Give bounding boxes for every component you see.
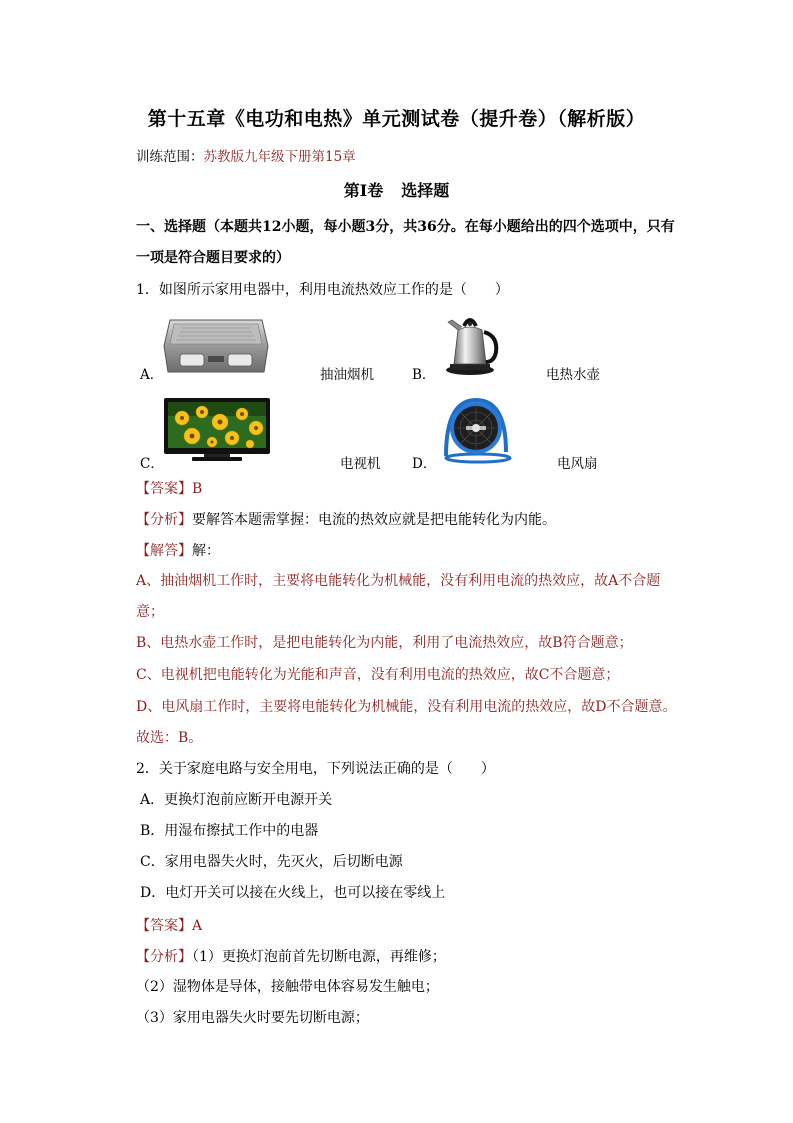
q1-solution-line-a: A、抽油烟机工作时，主要将电能转化为机械能，没有利用电流的热效应，故A不合题 xyxy=(136,573,661,589)
q1-option-c-caption: 电视机 xyxy=(340,456,381,472)
answer-tag: 【答案】 xyxy=(136,918,192,934)
analysis-tag: 【分析】 xyxy=(136,949,192,965)
q2-answer xyxy=(136,915,202,935)
q1-stem: 1．如图所示家用电器中，利用电流热效应工作的是（ ） xyxy=(136,282,509,298)
q2-option-d: D．电灯开关可以接在火线上，也可以接在零线上 xyxy=(140,885,446,901)
analysis-line-1: （1）更换灯泡前首先切断电源，再维修； xyxy=(192,949,446,965)
q1-solution-line-a-cont: 意； xyxy=(136,604,164,620)
answer-tag: 【答案】 xyxy=(136,481,192,497)
q2-option-b: B．用湿布擦拭工作中的电器 xyxy=(140,823,319,839)
q1-option-c-label: C． xyxy=(140,456,164,472)
q1-conclusion: 故选：B。 xyxy=(136,730,203,746)
q1-solution-line-d: D、电风扇工作时，主要将电能转化为机械能，没有利用电流的热效应，故D不合题意。 xyxy=(136,699,677,715)
q1-solution-line-b: B、电热水壶工作时，是把电能转化为内能，利用了电流热效应，故B符合题意； xyxy=(136,635,633,651)
q1-analysis xyxy=(136,509,556,529)
document-title: 第十五章《电功和电热》单元测试卷（提升卷）（解析版） xyxy=(147,108,646,130)
q2-analysis xyxy=(136,946,446,966)
q1-option-b-caption: 电热水壶 xyxy=(546,367,600,383)
section-volume: 第Ⅰ卷 xyxy=(343,181,384,200)
range-hood-icon xyxy=(162,316,270,374)
solution-text: 解： xyxy=(192,543,220,559)
q1-option-a-label: A． xyxy=(140,367,164,383)
section-heading xyxy=(0,178,793,201)
section-name: 选择题 xyxy=(401,181,450,200)
scope-value: 苏教版九年级下册第15章 xyxy=(203,149,356,165)
electric-kettle-icon xyxy=(438,312,508,376)
q1-option-b-label: B． xyxy=(412,367,436,383)
q2-option-c: C．家用电器失火时，先灭火，后切断电源 xyxy=(140,854,403,870)
section-instruction-line1: 一、选择题（本题共12小题，每小题3分，共36分。在每小题给出的四个选项中，只有 xyxy=(136,219,675,235)
q1-solution xyxy=(136,540,220,560)
answer-value: A xyxy=(192,918,203,934)
section-instruction-line2: 一项是符合题目要求的） xyxy=(136,250,290,266)
q1-answer xyxy=(136,478,202,498)
q2-option-a: A．更换灯泡前应断开电源开关 xyxy=(140,792,333,808)
solution-tag: 【解答】 xyxy=(136,543,192,559)
training-scope xyxy=(136,145,356,165)
q1-option-d-label: D． xyxy=(412,456,437,472)
q2-analysis-line-3: （3）家用电器失火时要先切断电源； xyxy=(136,1010,369,1026)
television-icon xyxy=(164,398,270,462)
analysis-tag: 【分析】 xyxy=(136,512,192,528)
q1-option-a-caption: 抽油烟机 xyxy=(320,367,374,383)
scope-label: 训练范围： xyxy=(136,149,204,165)
answer-value: B xyxy=(192,481,203,497)
q1-solution-line-c: C、电视机把电能转化为光能和声音，没有利用电流的热效应，故C不合题意； xyxy=(136,667,620,683)
q2-stem: 2．关于家庭电路与安全用电，下列说法正确的是（ ） xyxy=(136,761,495,777)
q1-option-d-caption: 电风扇 xyxy=(557,456,598,472)
q2-analysis-line-2: （2）湿物体是导体，接触带电体容易发生触电； xyxy=(136,979,439,995)
analysis-text: 要解答本题需掌握：电流的热效应就是把电能转化为内能。 xyxy=(192,512,556,528)
electric-fan-icon xyxy=(438,396,518,464)
